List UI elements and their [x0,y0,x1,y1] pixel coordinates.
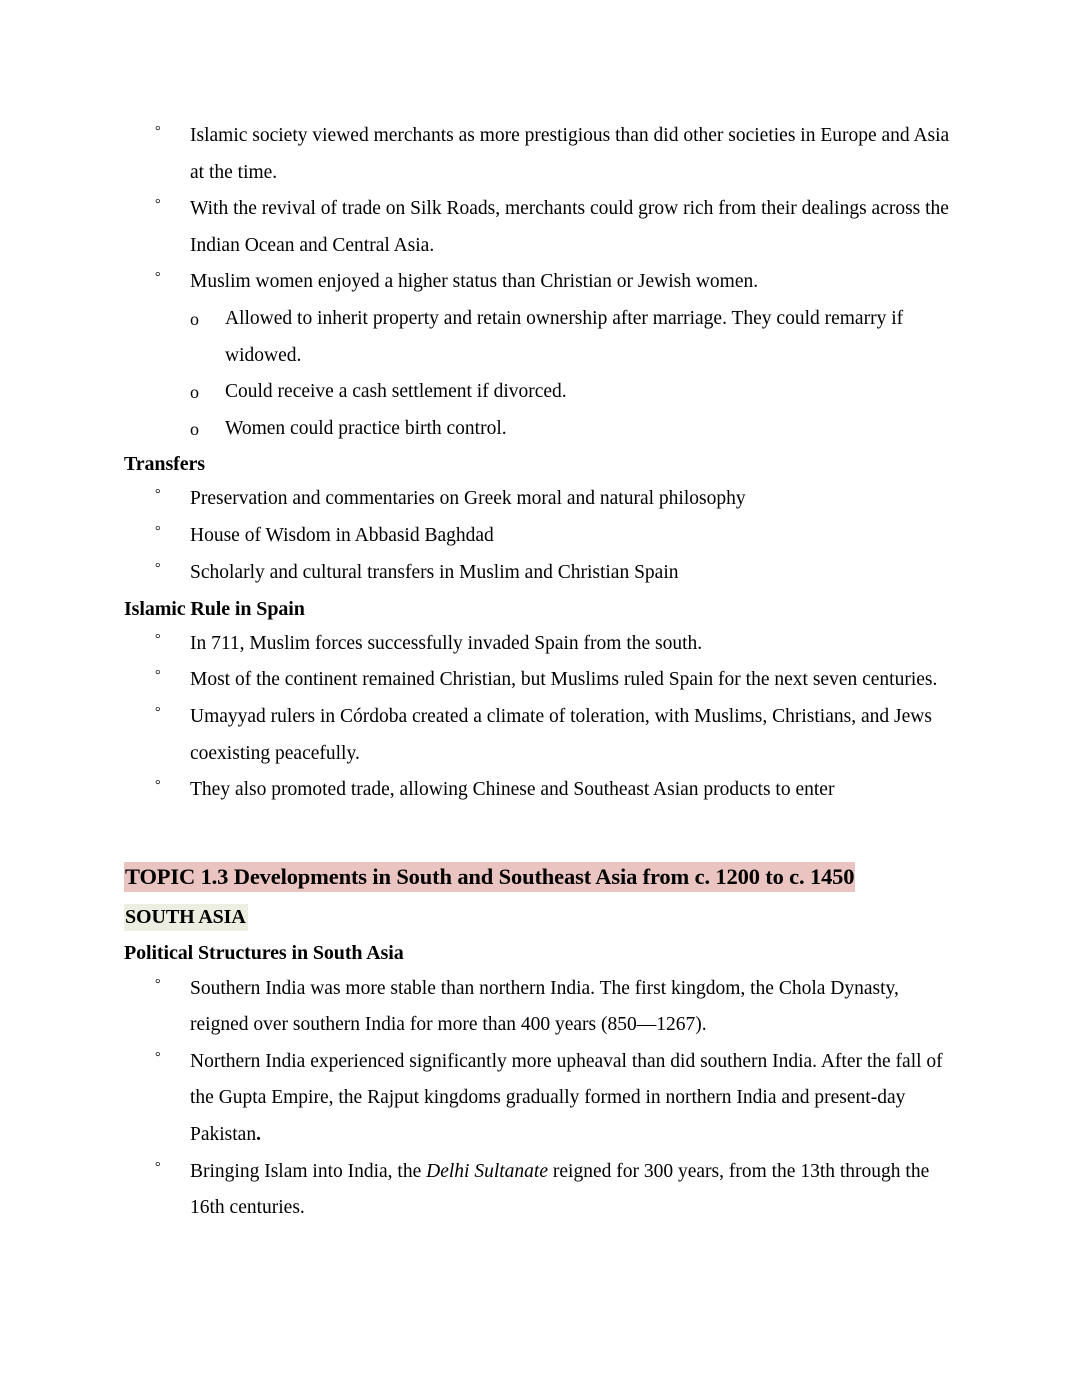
list-item-text: House of Wisdom in Abbasid Baghdad [190,525,494,547]
heading-political-structures: Political Structures in South Asia [124,941,404,964]
list-item [124,971,962,1044]
list-item [124,626,962,663]
degree-bullet-icon: ° [155,704,161,720]
transfers-bullet-list [124,481,962,591]
list-item-text: Could receive a cash settlement if divorced. [225,381,567,403]
list-item-text-bold-period: . [256,1124,261,1146]
list-item-text: Umayyad rulers in Córdoba created a climate of toleration, with Muslims, Christians, and Jews coexisting peacefully. [190,705,932,764]
degree-bullet-icon: ° [155,976,161,992]
muslim-women-subbullet-list [124,301,962,447]
list-item [124,1154,962,1227]
list-item-text: Islamic society viewed merchants as more prestigious than did other societies in Europe and Asia at the time. [190,125,950,183]
list-item-text: Muslim women enjoyed a higher status than Christian or Jewish women. [190,271,759,293]
list-item-text: In 711, Muslim forces successfully invaded Spain from the south. [190,632,703,654]
heading-south-asia [124,899,962,935]
topic-heading-text: TOPIC 1.3 Developments in South and Southeast Asia from c. 1200 to c. 1450 [124,862,855,892]
list-item-text [190,1051,943,1145]
topic-heading [124,859,962,895]
degree-bullet-icon: ° [155,1159,161,1175]
list-item-text-tail: reigned for 300 years, from the 13th through the 16th centuries. [190,1160,930,1219]
list-item-text-lead: Bringing Islam into India, the [190,1160,427,1182]
degree-bullet-icon: ° [155,1049,161,1065]
list-item-text [190,1161,929,1219]
list-item [124,1044,962,1154]
islamic-society-bullet-list [124,118,962,301]
list-item-text-main: Northern India experienced significantly more upheaval than did southern India. After the fall of the Gupta Empire, the Rajput kingdoms gradually formed in northern India and present-day Pakistan [190,1050,943,1146]
list-item [159,301,962,374]
list-item-text: With the revival of trade on Silk Roads, merchants could grow rich from their dealings across the Indian Ocean and Central Asia. [190,198,949,256]
list-item [124,662,962,699]
list-item [124,772,962,809]
section-spacer [124,809,962,859]
islamic-rule-bullet-list [124,626,962,809]
list-item [159,374,962,411]
list-item-text: They also promoted trade, allowing Chinese and Southeast Asian products to enter [190,779,835,801]
circle-bullet-icon: o [190,308,199,329]
list-item [124,118,962,191]
degree-bullet-icon: ° [155,778,161,794]
degree-bullet-icon: ° [155,560,161,576]
list-item-text-italic: Delhi Sultanate [426,1160,548,1182]
list-item-text: Southern India was more stable than northern India. The first kingdom, the Chola Dynasty, reigned over southern India for more than 400 years (850—1267). [190,977,899,1036]
circle-bullet-icon: o [190,382,199,403]
list-item [124,264,962,301]
list-item-text: Allowed to inherit property and retain ownership after marriage. They could remarry if widowed. [225,307,904,366]
list-item-text: Most of the continent remained Christian, but Muslims ruled Spain for the next seven centuries. [190,669,938,691]
degree-bullet-icon: ° [155,524,161,540]
heading-transfers: Transfers [124,453,205,476]
degree-bullet-icon: ° [155,668,161,684]
list-item [124,555,962,592]
list-item-text: Scholarly and cultural transfers in Muslim and Christian Spain [190,561,679,583]
list-item-text: Preservation and commentaries on Greek moral and natural philosophy [190,488,746,510]
degree-bullet-icon: ° [155,487,161,503]
document-body [0,118,1080,1227]
heading-islamic-rule-in-spain: Islamic Rule in Spain [124,597,305,620]
list-item [159,411,962,448]
list-item [124,518,962,555]
section-heading-text: SOUTH ASIA [124,904,248,931]
list-item [124,699,962,772]
list-item [124,481,962,518]
circle-bullet-icon: o [190,418,199,439]
list-item-text: Women could practice birth control. [225,417,507,439]
degree-bullet-icon: ° [155,270,161,286]
list-item [124,191,962,264]
degree-bullet-icon: ° [155,124,161,139]
south-asia-bullet-list [124,971,962,1227]
degree-bullet-icon: ° [155,197,161,213]
degree-bullet-icon: ° [155,631,161,647]
